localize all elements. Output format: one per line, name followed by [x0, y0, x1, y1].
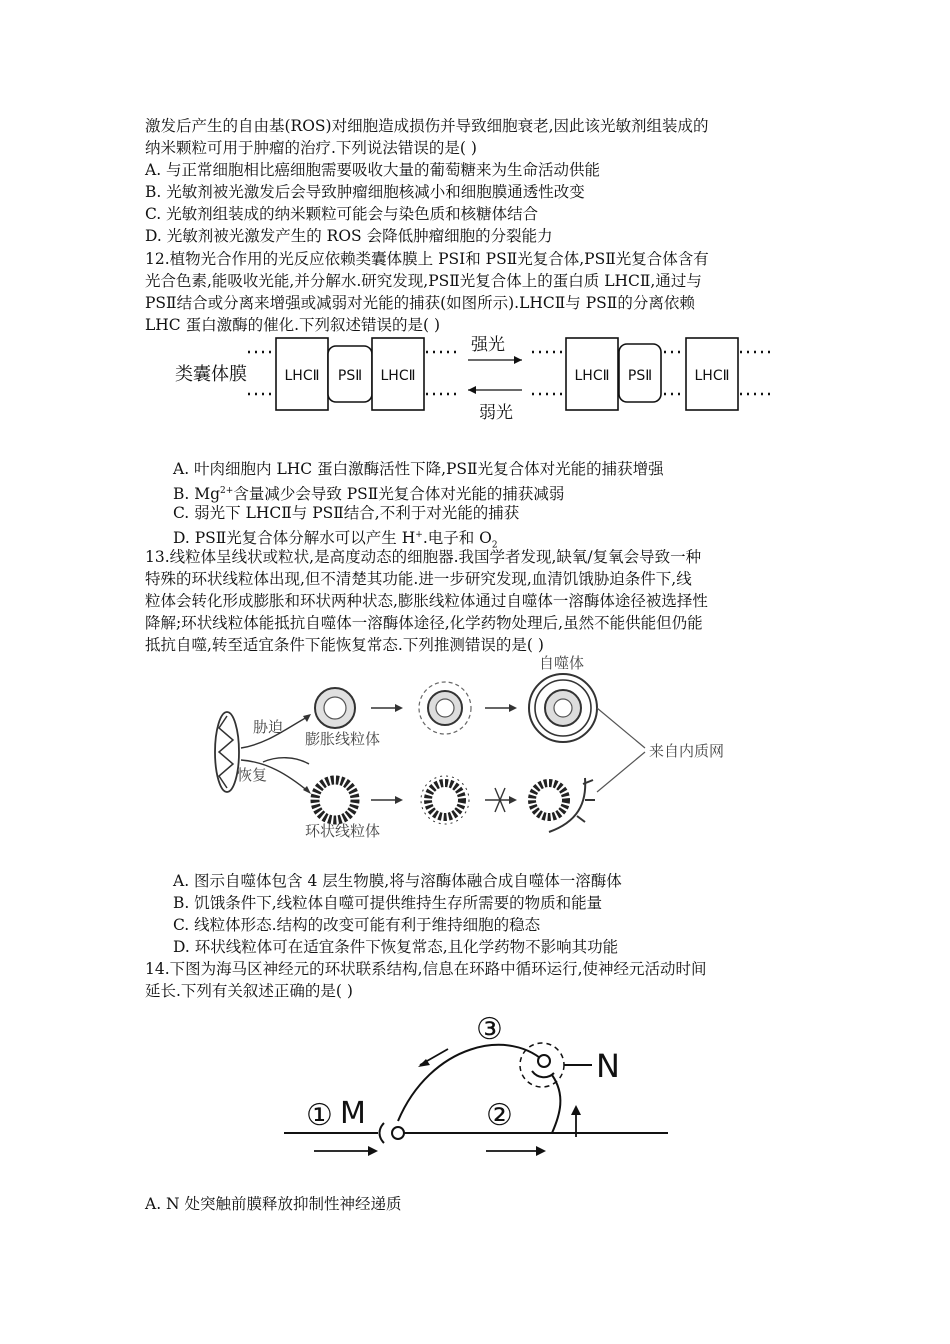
label-2: ②	[486, 1098, 513, 1133]
q13-line-4: 降解;环状线粒体能抵抗自噬体一溶酶体途径,化学药物处理后,虽然不能供能但仍能	[145, 614, 703, 632]
synapse-m-icon	[392, 1127, 404, 1139]
intro-line-2: 纳米颗粒可用于肿瘤的治疗.下列说法错误的是( )	[145, 139, 477, 157]
q13-option-b: B. 饥饿条件下,线粒体自噬可提供维持生存所需要的物质和能量	[173, 894, 603, 912]
ring-mito-icon	[315, 780, 355, 820]
q13-line-1: 13.线粒体呈线状或粒状,是高度动态的细胞器.我国学者发现,缺氧/复氧会导致一种	[145, 548, 702, 566]
q13-line-3: 粒体会转化形成膨胀和环状两种状态,膨胀线粒体通过自噬体一溶酶体途径被选择性	[145, 592, 708, 610]
q12-option-d: D. PSⅡ光复合体分解水可以产生 H+.电子和 $O_2$	[173, 529, 498, 551]
intro-option-b: B. 光敏剂被光激发后会导致肿瘤细胞核减小和细胞膜通透性改变	[145, 183, 585, 201]
arrow-right-icon	[536, 1146, 546, 1156]
lhc-label: LHCⅡ	[380, 368, 416, 384]
q14-line-2: 延长.下列有关叙述正确的是( )	[145, 982, 353, 1000]
arrow-up-icon	[571, 1105, 581, 1115]
mitochondria-figure	[205, 652, 765, 842]
neuron-loop-figure	[280, 1005, 680, 1165]
q12-line-2: 光合色素,能吸收光能,并分解水.研究发现,PSⅡ光复合体上的蛋白质 LHCⅡ,通过与	[145, 272, 702, 290]
q12-line-3: PSⅡ结合或分离来增强或减弱对光能的捕获(如图所示).LHCⅡ与 PSⅡ的分离依赖	[145, 294, 695, 312]
intro-line-1: 激发后产生的自由基(ROS)对细胞造成损伤并导致细胞衰老,因此该光敏剂组装成的	[145, 117, 709, 135]
arrow-right-icon	[368, 1146, 378, 1156]
q13-option-a: A. 图示自噬体包含 4 层生物膜,将与溶酶体融合成自噬体一溶酶体	[173, 872, 622, 890]
recover-label: 恢复	[237, 766, 268, 784]
swollen-label: 膨胀线粒体	[305, 730, 381, 748]
stress-label: 胁迫	[253, 718, 284, 736]
q14-option-a: A. N 处突触前膜释放抑制性神经递质	[145, 1195, 402, 1213]
q13-option-d: D. 环状线粒体可在适宜条件下恢复常态,且化学药物不影响其功能	[173, 938, 619, 956]
ps-label: PSⅡ	[627, 368, 653, 384]
q13-line-5: 抵抗自噬,转至适宜条件下能恢复常态.下列推测错误的是( )	[145, 636, 544, 654]
lhc-label: LHCⅡ	[574, 368, 610, 384]
strong-light-label: 强光	[471, 335, 505, 355]
q12-option-c: C. 弱光下 LHCⅡ与 PSⅡ结合,不利于对光能的捕获	[173, 504, 520, 522]
q12-option-b: B. $Mg^{2+}$含量减少会导致 PSⅡ光复合体对光能的捕获减弱	[173, 485, 565, 504]
lhc-label: LHCⅡ	[284, 368, 320, 384]
weak-light-label: 弱光	[479, 403, 513, 423]
label-3: ③	[476, 1012, 503, 1047]
er-label: 来自内质网	[649, 742, 725, 760]
intro-option-a: A. 与正常细胞相比癌细胞需要吸收大量的葡萄糖来为生命活动供能	[145, 161, 601, 179]
thylakoid-figure	[170, 330, 790, 430]
q12-line-1: 12.植物光合作用的光反应依赖类囊体膜上 PSⅠ和 PSⅡ光复合体,PSⅡ光复合体含有	[145, 250, 709, 268]
label-m: M	[340, 1096, 366, 1131]
q14-line-1: 14.下图为海马区神经元的环状联系结构,信息在环路中循环运行,使神经元活动时间	[145, 960, 707, 978]
ps-label: PSⅡ	[337, 368, 363, 384]
autophagosome-label: 自噬体	[539, 654, 585, 672]
label-1: ①	[306, 1098, 333, 1133]
arrow-right-icon	[514, 356, 522, 364]
q13-option-c: C. 线粒体形态.结构的改变可能有利于维持细胞的稳态	[173, 916, 541, 934]
q12-option-a: A. 叶肉细胞内 LHC 蛋白激酶活性下降,PSⅡ光复合体对光能的捕获增强	[173, 460, 664, 478]
arrow-left-icon	[468, 386, 476, 394]
intro-option-d: D. 光敏剂被光激发产生的 ROS 会降低肿瘤细胞的分裂能力	[145, 227, 553, 245]
q12-line-4: LHC 蛋白激酶的催化.下列叙述错误的是( )	[145, 316, 441, 334]
ring-label: 环状线粒体	[305, 822, 381, 840]
lhc-label: LHCⅡ	[694, 368, 730, 384]
label-n: N	[596, 1047, 620, 1085]
q13-line-2: 特殊的环状线粒体出现,但不清楚其功能.进一步研究发现,血清饥饿胁迫条件下,线	[145, 570, 692, 588]
membrane-label: 类囊体膜	[175, 364, 247, 385]
intro-option-c: C. 光敏剂组装成的纳米颗粒可能会与染色质和核糖体结合	[145, 205, 539, 223]
